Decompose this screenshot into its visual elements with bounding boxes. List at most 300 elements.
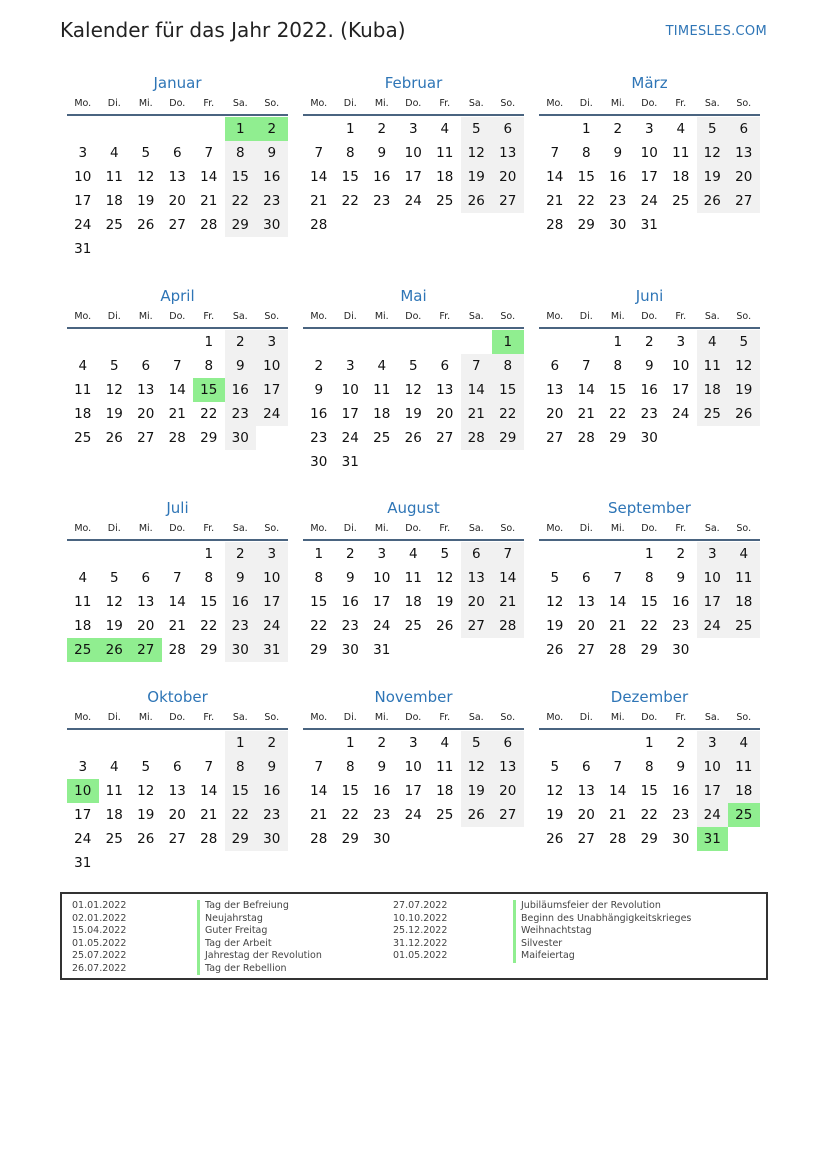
holiday-legend [60,892,768,980]
weekday-label: Di. [579,712,593,723]
day-cell: 18 [697,378,729,402]
day-cell: 29 [200,430,218,446]
month-10 [67,686,288,875]
day-cell: 10 [74,169,92,185]
weekday-header [539,519,760,541]
day-cell: 12 [461,141,493,165]
weekday-label: Di. [107,311,121,322]
day-cell: 26 [436,618,454,634]
empty-cell [99,731,131,755]
weekday-label: Mo. [74,712,92,723]
weekday-label: Mo. [546,523,564,534]
weekday-label: Mi. [374,523,389,534]
day-cell: 5 [141,759,151,775]
day-cell: 28 [200,217,218,233]
day-cell: 16 [310,406,328,422]
empty-cell [571,330,603,354]
day-cell: 14 [461,378,493,402]
legend-names-col-2 [513,900,691,963]
day-cell: 27 [461,614,493,638]
day-cell: 26 [546,831,564,847]
day-cell: 25 [74,430,92,446]
day-cell: 18 [105,807,123,823]
weekday-header [303,708,524,730]
day-cell: 3 [697,731,729,755]
day-grid [539,542,760,662]
day-cell: 11 [74,382,92,398]
day-cell: 27 [137,430,155,446]
day-cell: 11 [697,354,729,378]
day-cell: 24 [404,193,422,209]
empty-cell [162,117,194,141]
day-cell: 18 [672,169,690,185]
weekday-label: Do. [169,98,186,109]
day-cell: 13 [492,755,524,779]
day-cell: 22 [200,406,218,422]
holiday-day-cell: 25 [67,638,99,662]
day-cell: 26 [105,430,123,446]
day-cell: 23 [256,189,288,213]
day-cell: 11 [74,594,92,610]
day-cell: 16 [640,382,658,398]
day-cell: 20 [137,618,155,634]
day-cell: 14 [310,783,328,799]
day-cell: 14 [168,382,186,398]
weekday-label: Sa. [232,98,248,109]
day-cell: 20 [492,779,524,803]
day-cell: 1 [225,731,257,755]
month-3 [539,72,760,237]
day-cell: 24 [640,193,658,209]
day-cell: 3 [697,542,729,566]
day-cell: 6 [550,358,560,374]
day-cell: 15 [200,594,218,610]
day-cell: 23 [609,193,627,209]
weekday-label: Mi. [610,311,625,322]
day-cell: 10 [256,566,288,590]
day-cell: 18 [436,169,454,185]
day-cell: 6 [172,145,182,161]
weekday-label: Do. [405,523,422,534]
day-cell: 23 [373,193,391,209]
day-cell: 23 [256,803,288,827]
day-cell: 28 [461,426,493,450]
day-cell: 10 [640,145,658,161]
day-cell: 29 [640,831,658,847]
day-grid [67,117,288,261]
weekday-label: Mo. [310,98,328,109]
weekday-label: Sa. [468,98,484,109]
legend-date: 01.05.2022 [72,937,127,949]
weekday-label: So. [500,712,516,723]
day-cell: 5 [408,358,418,374]
day-cell: 13 [137,594,155,610]
weekday-label: Sa. [468,712,484,723]
empty-cell [539,731,571,755]
day-cell: 23 [373,807,391,823]
day-cell: 18 [74,406,92,422]
weekday-label: So. [500,98,516,109]
day-cell: 25 [672,193,690,209]
day-cell: 15 [577,169,595,185]
day-cell: 15 [640,594,658,610]
day-cell: 1 [644,735,654,751]
day-cell: 30 [640,430,658,446]
empty-cell [162,731,194,755]
day-cell: 6 [581,570,591,586]
day-cell: 21 [609,618,627,634]
day-cell: 25 [436,193,454,209]
day-cell: 2 [676,546,686,562]
weekday-label: Mo. [74,523,92,534]
day-cell: 21 [492,590,524,614]
legend-date: 01.01.2022 [72,900,127,911]
day-cell: 8 [492,354,524,378]
legend-dates-col-2 [393,900,447,963]
day-cell: 20 [137,406,155,422]
day-cell: 12 [105,382,123,398]
day-cell: 28 [168,642,186,658]
day-cell: 9 [256,755,288,779]
day-cell: 16 [672,783,690,799]
day-cell: 23 [672,618,690,634]
empty-cell [67,542,99,566]
day-cell: 13 [577,594,595,610]
empty-cell [303,117,335,141]
day-cell: 19 [105,618,123,634]
day-cell: 29 [225,827,257,851]
weekday-label: So. [264,98,280,109]
day-cell: 4 [408,546,418,562]
day-cell: 8 [345,759,355,775]
weekday-label: Fr. [439,523,451,534]
legend-date: 15.04.2022 [72,925,127,936]
day-cell: 14 [577,382,595,398]
day-cell: 26 [461,803,493,827]
day-cell: 21 [168,406,186,422]
holiday-day-cell: 1 [225,117,257,141]
empty-cell [67,731,99,755]
day-cell: 15 [341,783,359,799]
day-cell: 23 [225,614,257,638]
day-cell: 9 [644,358,654,374]
day-cell: 13 [168,783,186,799]
day-cell: 30 [256,827,288,851]
legend-date: 31.12.2022 [393,937,448,949]
month-9 [539,497,760,662]
day-cell: 10 [697,566,729,590]
empty-cell [602,542,634,566]
weekday-header [539,708,760,730]
day-cell: 21 [577,406,595,422]
day-cell: 12 [546,594,564,610]
weekday-label: Sa. [232,712,248,723]
month-2 [303,72,524,237]
day-cell: 24 [256,402,288,426]
day-cell: 11 [672,145,690,161]
day-grid [303,117,524,237]
day-cell: 30 [341,642,359,658]
day-cell: 1 [345,735,355,751]
day-cell: 20 [168,807,186,823]
day-cell: 3 [345,358,355,374]
day-cell: 31 [256,638,288,662]
weekday-header [67,307,288,329]
day-cell: 4 [728,731,760,755]
legend-date: 25.12.2022 [393,925,448,936]
weekday-label: So. [736,311,752,322]
day-cell: 12 [404,382,422,398]
day-cell: 4 [440,121,450,137]
legend-holiday-name: Tag der Arbeit [197,938,322,951]
weekday-header [539,307,760,329]
weekday-label: Mi. [138,311,153,322]
day-cell: 2 [613,121,623,137]
day-cell: 11 [728,566,760,590]
day-cell: 21 [310,193,328,209]
weekday-label: Sa. [468,311,484,322]
day-cell: 30 [373,831,391,847]
empty-cell [303,731,335,755]
day-cell: 23 [672,807,690,823]
weekday-label: Fr. [203,712,215,723]
day-cell: 4 [676,121,686,137]
day-cell: 15 [609,382,627,398]
month-6 [539,285,760,450]
empty-cell [602,731,634,755]
holiday-day-cell: 2 [256,117,288,141]
day-cell: 25 [404,618,422,634]
day-cell: 13 [492,141,524,165]
day-cell: 27 [492,189,524,213]
day-cell: 19 [728,378,760,402]
day-cell: 17 [697,779,729,803]
day-cell: 6 [141,570,151,586]
day-cell: 25 [728,614,760,638]
day-cell: 16 [256,779,288,803]
weekday-label: Fr. [675,523,687,534]
day-cell: 28 [310,217,328,233]
day-cell: 19 [105,406,123,422]
day-cell: 7 [492,542,524,566]
day-cell: 9 [676,570,686,586]
day-cell: 18 [728,779,760,803]
day-cell: 25 [697,402,729,426]
legend-holiday-name: Jubiläumsfeier der Revolution [513,900,691,913]
day-cell: 1 [204,334,214,350]
weekday-label: Sa. [704,523,720,534]
legend-holiday-name: Guter Freitag [197,925,322,938]
weekday-label: Fr. [203,311,215,322]
month-4 [67,285,288,450]
day-cell: 11 [404,570,422,586]
day-cell: 7 [204,759,214,775]
legend-date: 02.01.2022 [72,912,127,924]
day-cell: 17 [404,783,422,799]
weekday-label: Sa. [232,311,248,322]
weekday-label: Mi. [138,523,153,534]
day-cell: 10 [373,570,391,586]
day-cell: 30 [672,642,690,658]
day-cell: 12 [461,755,493,779]
day-cell: 13 [577,783,595,799]
day-cell: 26 [697,189,729,213]
empty-cell [130,731,162,755]
empty-cell [130,542,162,566]
day-cell: 6 [141,358,151,374]
day-cell: 9 [613,145,623,161]
weekday-label: Fr. [675,98,687,109]
day-cell: 22 [341,193,359,209]
page-title: Kalender für das Jahr 2022. (Kuba) [60,18,406,42]
day-cell: 8 [644,570,654,586]
day-cell: 27 [492,803,524,827]
weekday-label: So. [264,311,280,322]
weekday-label: Di. [579,311,593,322]
empty-cell [429,330,461,354]
day-cell: 1 [314,546,324,562]
day-cell: 3 [644,121,654,137]
month-name: Juli [166,499,189,517]
day-cell: 1 [613,334,623,350]
weekday-label: So. [736,98,752,109]
weekday-label: Fr. [675,712,687,723]
month-12 [539,686,760,851]
day-cell: 26 [137,831,155,847]
day-cell: 17 [672,382,690,398]
day-cell: 5 [461,731,493,755]
day-cell: 12 [105,594,123,610]
day-cell: 7 [550,145,560,161]
day-cell: 22 [341,807,359,823]
legend-date: 27.07.2022 [393,900,448,911]
empty-cell [461,330,493,354]
month-7 [67,497,288,662]
day-cell: 20 [168,193,186,209]
legend-date: 26.07.2022 [72,962,127,974]
month-name: April [160,287,195,305]
month-8 [303,497,524,662]
day-grid [67,542,288,662]
empty-cell [130,117,162,141]
weekday-label: Mo. [310,523,328,534]
day-cell: 8 [204,358,214,374]
day-cell: 16 [373,169,391,185]
day-cell: 6 [172,759,182,775]
empty-cell [99,542,131,566]
day-cell: 16 [225,378,257,402]
weekday-label: So. [264,712,280,723]
weekday-label: So. [736,523,752,534]
day-cell: 18 [373,406,391,422]
weekday-header [303,519,524,541]
day-cell: 9 [377,759,387,775]
day-cell: 9 [225,354,257,378]
day-cell: 11 [436,759,454,775]
weekday-label: Fr. [203,523,215,534]
month-name: September [608,499,691,517]
day-cell: 11 [105,783,123,799]
weekday-label: Mo. [74,311,92,322]
day-cell: 12 [137,169,155,185]
weekday-label: Do. [641,98,658,109]
weekday-label: Do. [641,523,658,534]
day-cell: 28 [577,430,595,446]
day-cell: 4 [728,542,760,566]
weekday-label: Mo. [546,712,564,723]
day-cell: 1 [345,121,355,137]
weekday-label: Sa. [704,98,720,109]
legend-holiday-name: Tag der Rebellion [197,963,322,976]
day-cell: 8 [314,570,324,586]
day-cell: 19 [461,779,493,803]
day-cell: 10 [341,382,359,398]
day-cell: 17 [640,169,658,185]
weekday-label: Fr. [439,98,451,109]
day-cell: 30 [256,213,288,237]
day-cell: 10 [404,759,422,775]
weekday-label: Di. [107,523,121,534]
day-cell: 10 [404,145,422,161]
day-cell: 1 [581,121,591,137]
month-name: Mai [400,287,427,305]
day-cell: 14 [200,783,218,799]
weekday-header [67,708,288,730]
day-cell: 23 [225,402,257,426]
weekday-label: So. [736,712,752,723]
day-cell: 9 [345,570,355,586]
day-cell: 18 [436,783,454,799]
weekday-label: Di. [579,523,593,534]
day-cell: 11 [373,382,391,398]
day-cell: 15 [492,378,524,402]
day-cell: 22 [200,618,218,634]
weekday-label: Sa. [468,523,484,534]
day-grid [539,117,760,237]
day-cell: 18 [105,193,123,209]
day-cell: 14 [200,169,218,185]
day-cell: 11 [436,145,454,161]
day-cell: 12 [728,354,760,378]
day-cell: 7 [581,358,591,374]
holiday-day-cell: 26 [99,638,131,662]
day-cell: 6 [492,731,524,755]
weekday-label: Di. [343,712,357,723]
day-cell: 27 [728,189,760,213]
day-cell: 11 [105,169,123,185]
day-cell: 17 [74,807,92,823]
day-cell: 27 [546,430,564,446]
day-cell: 10 [256,354,288,378]
brand-link[interactable]: TIMESLES.COM [665,24,767,39]
holiday-day-cell: 1 [492,330,524,354]
day-cell: 21 [546,193,564,209]
day-grid [539,330,760,450]
weekday-label: Fr. [439,311,451,322]
empty-cell [539,117,571,141]
day-cell: 30 [672,831,690,847]
weekday-label: Di. [107,712,121,723]
empty-cell [67,117,99,141]
day-cell: 31 [74,241,92,257]
day-cell: 7 [461,354,493,378]
day-cell: 18 [404,594,422,610]
day-cell: 24 [404,807,422,823]
day-cell: 20 [461,590,493,614]
day-cell: 25 [373,430,391,446]
day-cell: 22 [640,618,658,634]
weekday-label: Do. [405,311,422,322]
